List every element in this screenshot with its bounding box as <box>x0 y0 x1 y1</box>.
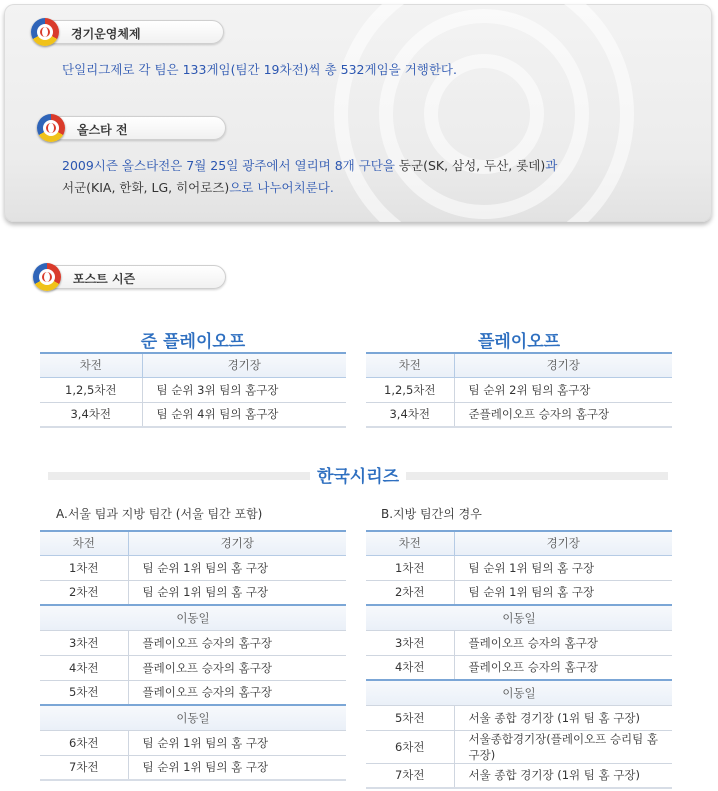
travel-day-label: 이동일 <box>40 705 346 730</box>
stadium-cell: 서울 종합 경기장 (1위 팀 홈 구장) <box>454 705 672 730</box>
table-row <box>366 705 672 730</box>
column-header-stadium: 경기장 <box>454 353 672 377</box>
game-cell: 1차전 <box>40 555 128 580</box>
section-title: 올스타 전 <box>77 123 128 137</box>
travel-day-row <box>40 705 346 730</box>
baseball-icon <box>37 114 65 142</box>
stadium-cell: 서울종합경기장(플레이오프 승리팀 홈 구장) <box>454 730 672 763</box>
game-cell: 3차전 <box>366 630 454 655</box>
table-row <box>40 655 346 680</box>
playoff-table <box>366 352 672 428</box>
travel-day-row <box>40 605 346 630</box>
stadium-cell: 팀 순위 2위 팀의 홈구장 <box>454 377 672 402</box>
game-cell: 7차전 <box>366 763 454 788</box>
column-header-stadium: 경기장 <box>128 531 346 555</box>
stadium-cell: 플레이오프 승자의 홈구장 <box>128 680 346 705</box>
game-cell: 4차전 <box>366 655 454 680</box>
game-cell: 2차전 <box>40 580 128 605</box>
table-row <box>40 555 346 580</box>
table-row <box>366 377 672 402</box>
column-header-stadium: 경기장 <box>454 531 672 555</box>
travel-day-label: 이동일 <box>40 605 346 630</box>
stadium-cell: 준플레이오프 승자의 홈구장 <box>454 402 672 427</box>
stadium-cell: 플레이오프 승자의 홈구장 <box>128 630 346 655</box>
table-row <box>40 580 346 605</box>
allstar-description-line2 <box>62 178 334 196</box>
korean-series-right-table <box>366 530 672 789</box>
travel-day-label: 이동일 <box>366 680 672 705</box>
column-header-game: 차전 <box>40 531 128 555</box>
table-row <box>40 755 346 780</box>
section-title: 경기운영체제 <box>71 27 141 41</box>
stadium-cell: 팀 순위 1위 팀의 홈 구장 <box>128 755 346 780</box>
table-row <box>366 730 672 763</box>
game-cell: 7차전 <box>40 755 128 780</box>
stadium-cell: 팀 순위 4위 팀의 홈구장 <box>142 402 346 427</box>
travel-day-label: 이동일 <box>366 605 672 630</box>
table-row <box>366 630 672 655</box>
korean-series-left-table <box>40 530 346 781</box>
game-cell: 3,4차전 <box>40 402 142 427</box>
allstar-text: 2009시즌 올스타전은 7월 25일 광주에서 열리며 8개 구단을 <box>62 158 399 173</box>
semi-playoff-table <box>40 352 346 428</box>
stadium-cell: 팀 순위 3위 팀의 홈구장 <box>142 377 346 402</box>
table-row <box>40 402 346 427</box>
game-cell: 5차전 <box>366 705 454 730</box>
table-row <box>366 763 672 788</box>
table-row <box>366 655 672 680</box>
game-cell: 3,4차전 <box>366 402 454 427</box>
korean-series-right-subtitle: B.지방 팀간의 경우 <box>381 507 482 521</box>
game-cell: 6차전 <box>40 730 128 755</box>
playoff-title: 플레이오프 <box>477 332 561 352</box>
stadium-cell: 팀 순위 1위 팀의 홈 구장 <box>128 555 346 580</box>
allstar-description-line1 <box>62 156 557 174</box>
table-row <box>366 555 672 580</box>
table-row <box>40 680 346 705</box>
korean-series-title: 한국시리즈 <box>310 462 406 487</box>
stadium-cell: 팀 순위 1위 팀의 홈 구장 <box>128 580 346 605</box>
allstar-text: 으로 나누어치룬다. <box>229 180 334 195</box>
section-header-allstar <box>40 116 226 140</box>
stadium-cell: 팀 순위 1위 팀의 홈 구장 <box>454 580 672 605</box>
travel-day-row <box>366 680 672 705</box>
stadium-cell: 플레이오프 승자의 홈구장 <box>454 655 672 680</box>
section-header-system <box>34 20 224 44</box>
allstar-text: 과 <box>545 158 558 173</box>
travel-day-row <box>366 605 672 630</box>
semi-playoff-title: 준 플레이오프 <box>140 332 246 352</box>
east-team-list: 동군(SK, 삼성, 두산, 롯데) <box>398 158 546 173</box>
game-cell: 6차전 <box>366 730 454 763</box>
stadium-cell: 플레이오프 승자의 홈구장 <box>454 630 672 655</box>
table-row <box>40 377 346 402</box>
game-cell: 1,2,5차전 <box>40 377 142 402</box>
game-cell: 3차전 <box>40 630 128 655</box>
korean-series-left-subtitle: A.서울 팀과 지방 팀간 (서울 팀간 포함) <box>56 507 263 521</box>
column-header-game: 차전 <box>366 353 454 377</box>
baseball-icon <box>31 18 59 46</box>
column-header-stadium: 경기장 <box>142 353 346 377</box>
game-cell: 5차전 <box>40 680 128 705</box>
game-cell: 4차전 <box>40 655 128 680</box>
table-row <box>40 730 346 755</box>
section-title: 포스트 시즌 <box>73 272 136 286</box>
system-description: 단일리그제로 각 팀은 133게임(팀간 19차전)씩 총 532게임을 거행한다. <box>62 62 457 77</box>
stadium-cell: 팀 순위 1위 팀의 홈 구장 <box>454 555 672 580</box>
stadium-cell: 팀 순위 1위 팀의 홈 구장 <box>128 730 346 755</box>
west-team-list: 서군(KIA, 한화, LG, 히어로즈) <box>62 180 230 195</box>
game-cell: 1,2,5차전 <box>366 377 454 402</box>
stadium-cell: 서울 종합 경기장 (1위 팀 홈 구장) <box>454 763 672 788</box>
game-cell: 1차전 <box>366 555 454 580</box>
table-row <box>366 402 672 427</box>
stadium-cell: 플레이오프 승자의 홈구장 <box>128 655 346 680</box>
info-panel <box>4 4 712 222</box>
table-row <box>366 580 672 605</box>
baseball-icon <box>33 263 61 291</box>
column-header-game: 차전 <box>366 531 454 555</box>
table-row <box>40 630 346 655</box>
section-header-postseason <box>36 265 226 289</box>
column-header-game: 차전 <box>40 353 142 377</box>
game-cell: 2차전 <box>366 580 454 605</box>
